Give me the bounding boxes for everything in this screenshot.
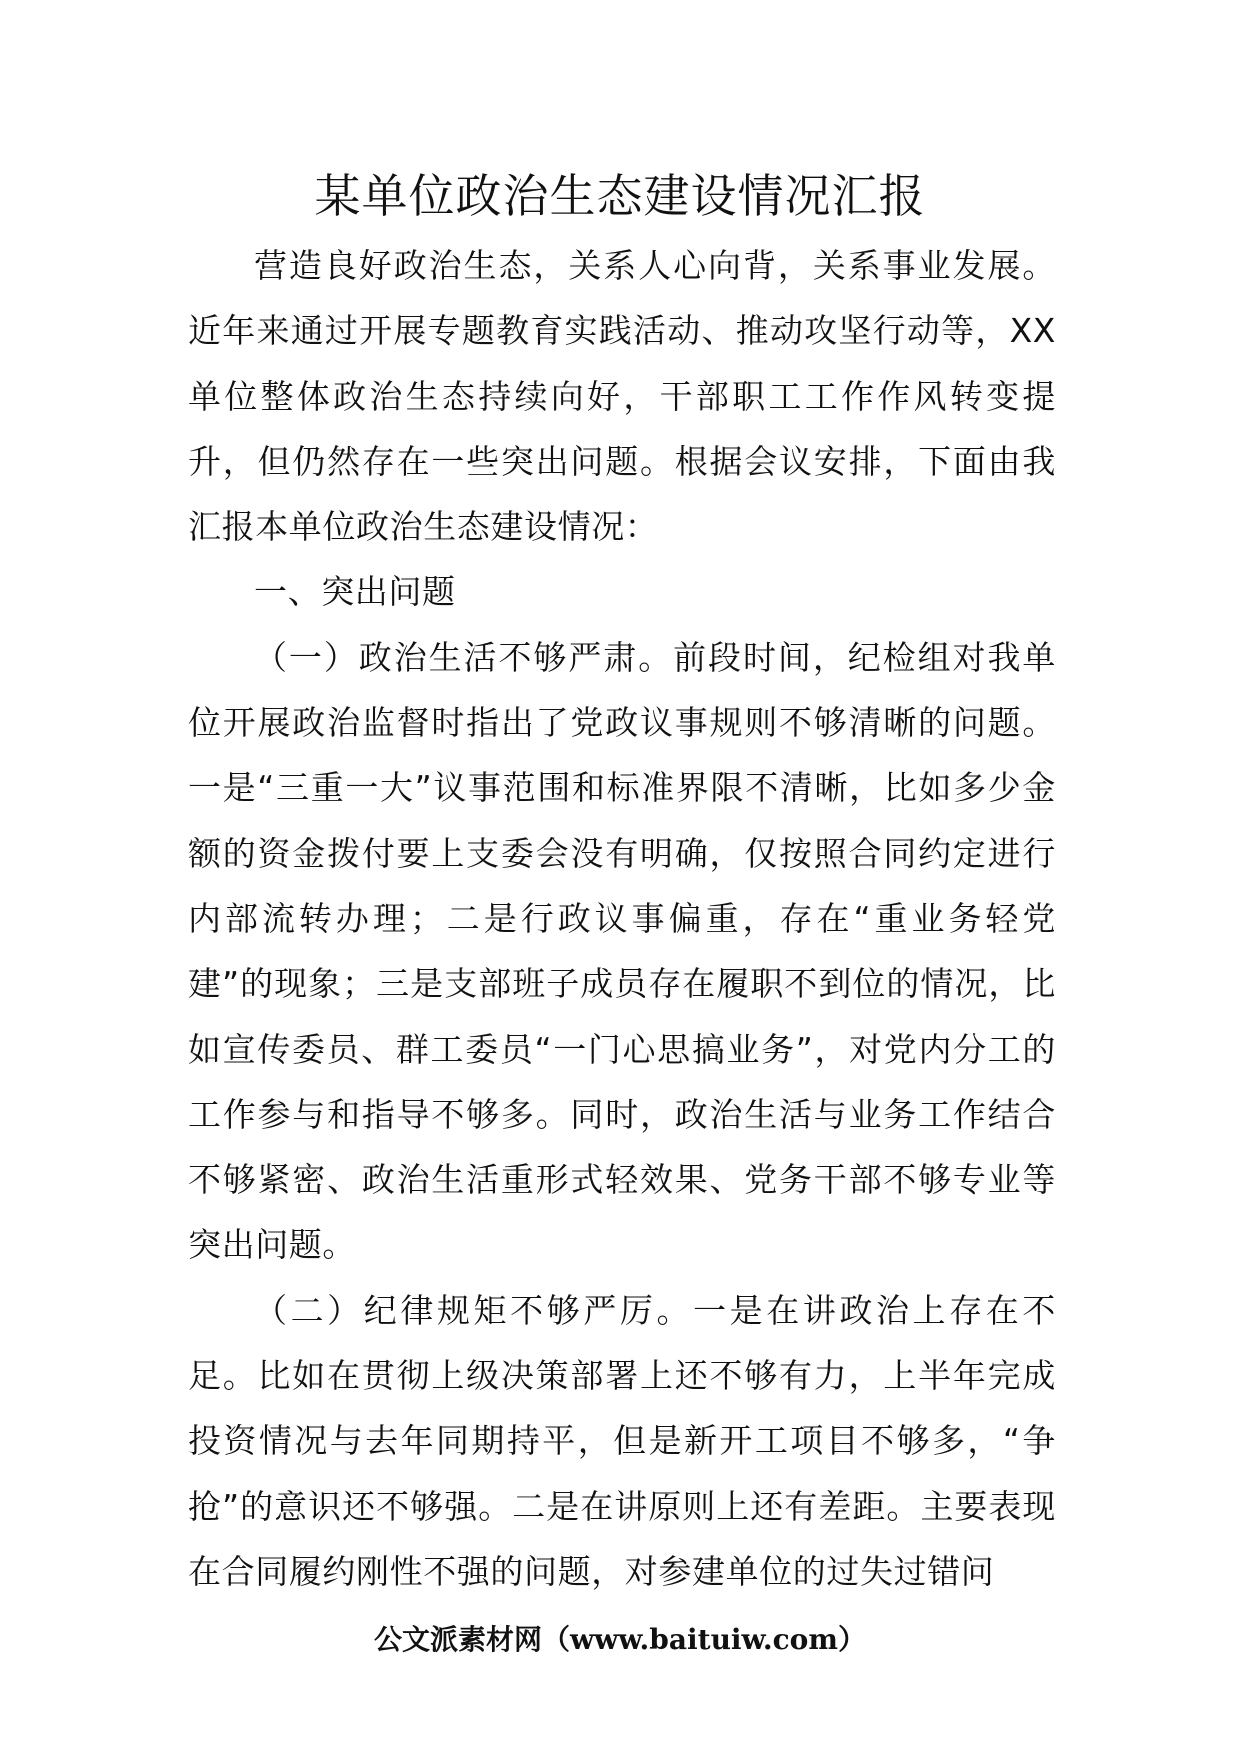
- footer-watermark: 公文派素材网（www.baituiw.com）: [374, 1623, 866, 1656]
- paragraph-political-life: （一）政治生活不够严肃。前段时间，纪检组对我单位开展政治监督时指出了党政议事规则不够清晰的问题。一是“三重一大”议事范围和标准界限不清晰，比如多少金额的资金拨付要上支委会没有明确，仅按照合同约定进行内部流转办理；二是行政议事偏重，存在“重业务轻党建”的现象；三是支部班子成员存在履职不到位的情况，比如宣传委员、群工委员“一门心思搞业务”，对党内分工的工作参与和指导不够多。同时，政治生活与业务工作结合不够紧密、政治生活重形式轻效果、党务干部不够专业等突出问题。: [188, 637, 1056, 1265]
- section-heading-problems: 一、突出问题: [254, 572, 456, 612]
- document-title: 某单位政治生态建设情况汇报: [314, 169, 926, 223]
- paragraph-intro: 营造良好政治生态，关系人心向背，关系事业发展。近年来通过开展专题教育实践活动、推动攻坚行动等，XX单位整体政治生态持续向好，干部职工工作作风转变提升，但仍然存在一些突出问题。根据会议安排，下面由我汇报本单位政治生态建设情况：: [188, 246, 1056, 547]
- paragraph-discipline: （二）纪律规矩不够严厉。一是在讲政治上存在不足。比如在贯彻上级决策部署上还不够有力，上半年完成投资情况与去年同期持平，但是新开工项目不够多，“争抢”的意识还不够强。二是在讲原则上还有差距。主要表现在合同履约刚性不强的问题，对参建单位的过失过错问: [188, 1290, 1056, 1591]
- document-body: [188, 233, 1056, 1604]
